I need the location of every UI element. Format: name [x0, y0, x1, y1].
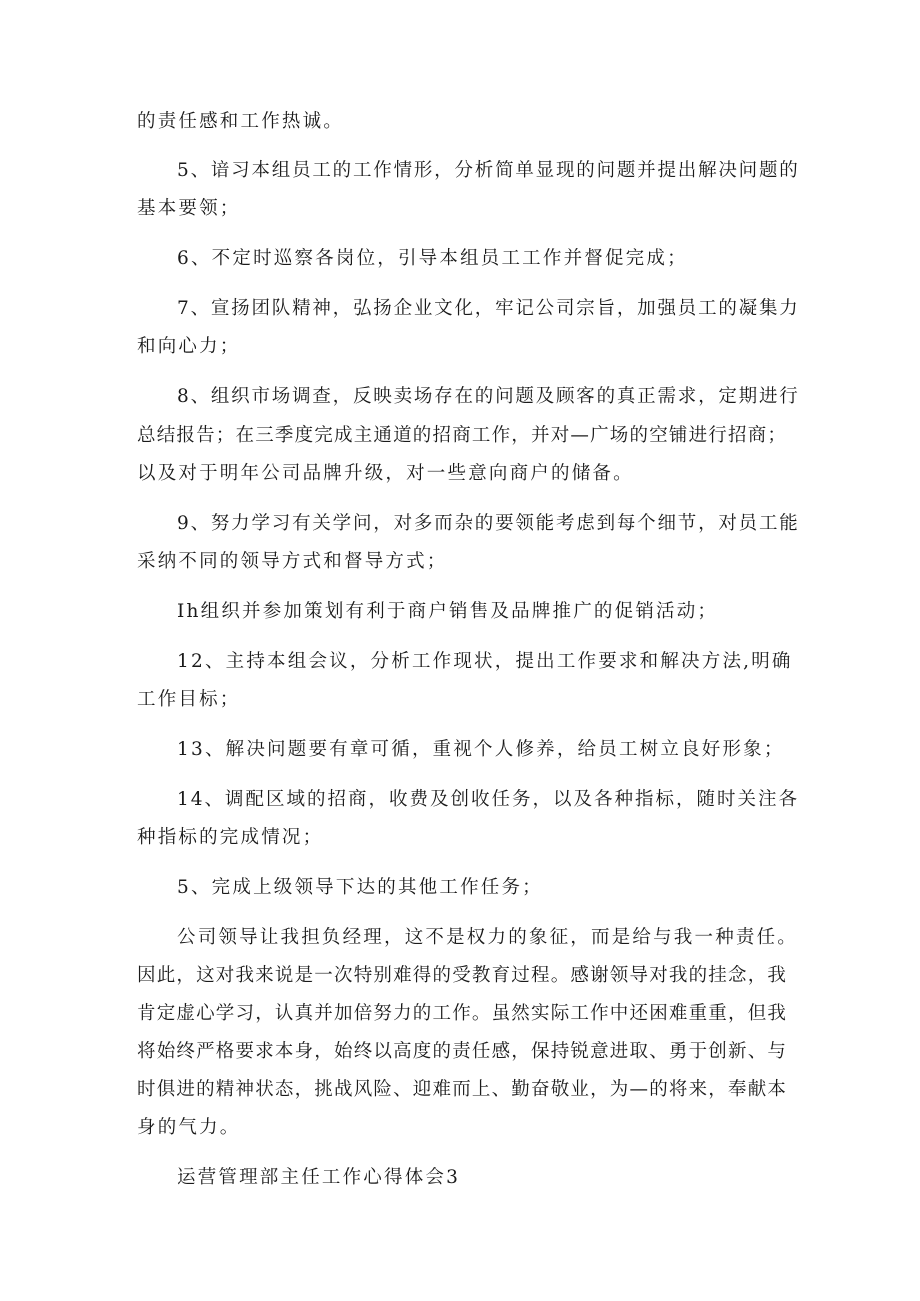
text-line: 的责任感和工作热诚。: [137, 111, 345, 132]
text-line: 和向心力；: [137, 336, 241, 357]
text-line: 因此，这对我来说是一次特别难得的受教育过程。感谢领导对我的挂念，我: [137, 965, 788, 986]
text-line: 5、谙习本组员工的工作情形，分析简单显现的问题并提出解决问题的: [177, 160, 800, 181]
text-line: 公司领导让我担负经理，这不是权力的象征，而是给与我一种责任。: [177, 927, 799, 948]
text-line: 将始终严格要求本身，始终以高度的责任感，保持锐意进取、勇于创新、与: [137, 1041, 788, 1062]
text-line: 6、不定时巡察各岗位，引导本组员工工作并督促完成；: [177, 248, 688, 269]
text-line: 5、完成上级领导下达的其他工作任务；: [177, 877, 543, 898]
text-line: 以及对于明年公司品牌升级，对一些意向商户的储备。: [137, 463, 634, 484]
text-line: 9、努力学习有关学问，对多而杂的要领能考虑到每个细节，对员工能: [177, 513, 800, 534]
text-line: 工作目标；: [137, 689, 241, 710]
text-line: 总结报告；在三季度完成主通道的招商工作，并对—广场的空铺进行招商；: [137, 425, 788, 446]
text-line: 种指标的完成情况；: [137, 827, 324, 848]
text-line: 时俱进的精神状态，挑战风险、迎难而上、勤奋敬业，为—的将来，奉献本: [137, 1079, 788, 1100]
text-line: 7、宣扬团队精神，弘扬企业文化，牢记公司宗旨，加强员工的凝集力: [177, 298, 800, 319]
text-line: 12、主持本组会议，分析工作现状，提出工作要求和解决方法,明确: [177, 651, 793, 672]
text-line: 13、解决问题要有章可循，重视个人修养，给员工树立良好形象；: [177, 739, 785, 760]
text-line: 身的气力。: [137, 1117, 241, 1138]
text-line: 肯定虚心学习，认真并加倍努力的工作。虽然实际工作中还困难重重，但我: [137, 1003, 788, 1024]
section-heading: 运营管理部主任工作心得体会3: [177, 1167, 461, 1188]
text-line: 采纳不同的领导方式和督导方式；: [137, 551, 448, 572]
text-line: 8、组织市场调查，反映卖场存在的问题及顾客的真正需求，定期进行: [177, 386, 800, 407]
text-line: 基本要领；: [137, 198, 241, 219]
text-line: 14、调配区域的招商，收费及创收任务，以及各种指标，随时关注各: [177, 789, 800, 810]
text-line: Ih组织并参加策划有利于商户销售及品牌推广的促销活动；: [177, 601, 719, 622]
